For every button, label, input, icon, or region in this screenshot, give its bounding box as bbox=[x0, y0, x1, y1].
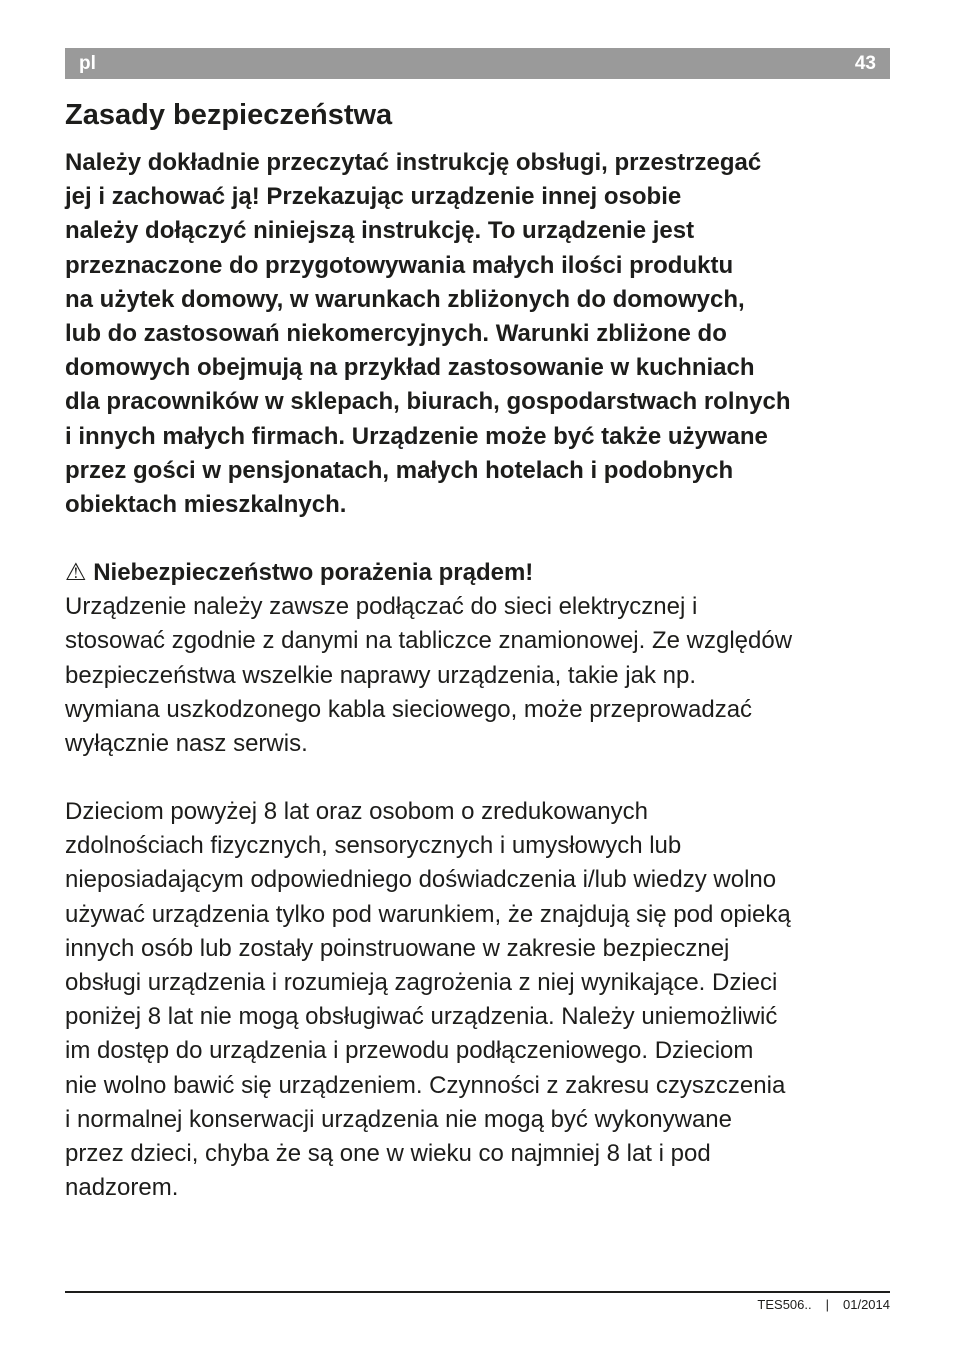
warning-line: wyłącznie nasz serwis. bbox=[65, 730, 308, 758]
children-safety-paragraph bbox=[65, 795, 791, 1205]
intro-line: obiektach mieszkalnych. bbox=[65, 491, 347, 519]
intro-line: Należy dokładnie przeczytać instrukcję obsługi, przestrzegać bbox=[65, 149, 762, 176]
intro-line: na użytek domowy, w warunkach zbliżonych do domowych, bbox=[65, 285, 745, 313]
intro-line: lub do zastosowań niekomercyjnych. Warunki zbliżone do bbox=[65, 320, 727, 348]
warning-heading-text: Niebezpieczeństwo porażenia prądem! bbox=[93, 559, 534, 586]
footer-divider bbox=[65, 1291, 890, 1293]
footer-separator: | bbox=[825, 1297, 829, 1312]
children-line: używać urządzenia tylko pod warunkiem, że znajdują się pod opieką bbox=[65, 900, 791, 928]
children-line: i normalnej konserwacji urządzenia nie mogą być wykonywane bbox=[65, 1105, 732, 1133]
footer-model: TES506.. bbox=[757, 1297, 812, 1312]
page-footer bbox=[757, 1297, 890, 1312]
warning-line: Urządzenie należy zawsze podłączać do sieci elektrycznej i bbox=[65, 593, 698, 621]
children-line: poniżej 8 lat nie mogą obsługiwać urządzenia. Należy uniemożliwić bbox=[65, 1003, 778, 1031]
warning-line: wymiana uszkodzonego kabla sieciowego, może przeprowadzać bbox=[65, 695, 753, 723]
warning-heading bbox=[65, 556, 792, 590]
intro-line: dla pracowników w sklepach, biurach, gospodarstwach rolnych bbox=[65, 388, 791, 416]
intro-line: przeznaczone do przygotowywania małych ilości produktu bbox=[65, 251, 734, 279]
intro-line: należy dołączyć niniejszą instrukcję. To urządzenie jest bbox=[65, 217, 695, 245]
warning-triangle-icon: ⚠ bbox=[65, 559, 87, 586]
children-line: Dzieciom powyżej 8 lat oraz osobom o zredukowanych bbox=[65, 798, 648, 825]
children-line: innych osób lub zostały poinstruowane w zakresie bezpiecznej bbox=[65, 934, 730, 962]
children-line: obsługi urządzenia i rozumieją zagrożenia z niej wynikające. Dzieci bbox=[65, 969, 778, 997]
warning-line: stosować zgodnie z danymi na tabliczce znamionowej. Ze względów bbox=[65, 627, 793, 655]
intro-paragraph bbox=[65, 146, 791, 522]
language-code: pl bbox=[79, 52, 96, 74]
section-title: Zasady bezpieczeństwa bbox=[65, 99, 393, 131]
footer-date: 01/2014 bbox=[843, 1297, 890, 1312]
children-line: nie wolno bawić się urządzeniem. Czynności z zakresu czyszczenia bbox=[65, 1071, 786, 1099]
page-number: 43 bbox=[854, 52, 876, 74]
children-line: nadzorem. bbox=[65, 1174, 179, 1202]
warning-line: bezpieczeństwa wszelkie naprawy urządzenia, takie jak np. bbox=[65, 661, 696, 689]
children-line: zdolnościach fizycznych, sensorycznych i umysłowych lub bbox=[65, 832, 682, 860]
page-header-bar bbox=[65, 48, 890, 79]
electric-shock-warning bbox=[65, 556, 792, 761]
children-line: im dostęp do urządzenia i przewodu podłączeniowego. Dzieciom bbox=[65, 1037, 754, 1065]
intro-line: jej i zachować ją! Przekazując urządzenie innej osobie bbox=[65, 183, 682, 211]
intro-line: i innych małych firmach. Urządzenie może być także używane bbox=[65, 422, 768, 450]
intro-line: przez gości w pensjonatach, małych hotelach i podobnych bbox=[65, 456, 734, 484]
intro-line: domowych obejmują na przykład zastosowanie w kuchniach bbox=[65, 354, 755, 382]
children-line: przez dzieci, chyba że są one w wieku co najmniej 8 lat i pod bbox=[65, 1140, 711, 1168]
children-line: nieposiadającym odpowiedniego doświadczenia i/lub wiedzy wolno bbox=[65, 866, 777, 894]
